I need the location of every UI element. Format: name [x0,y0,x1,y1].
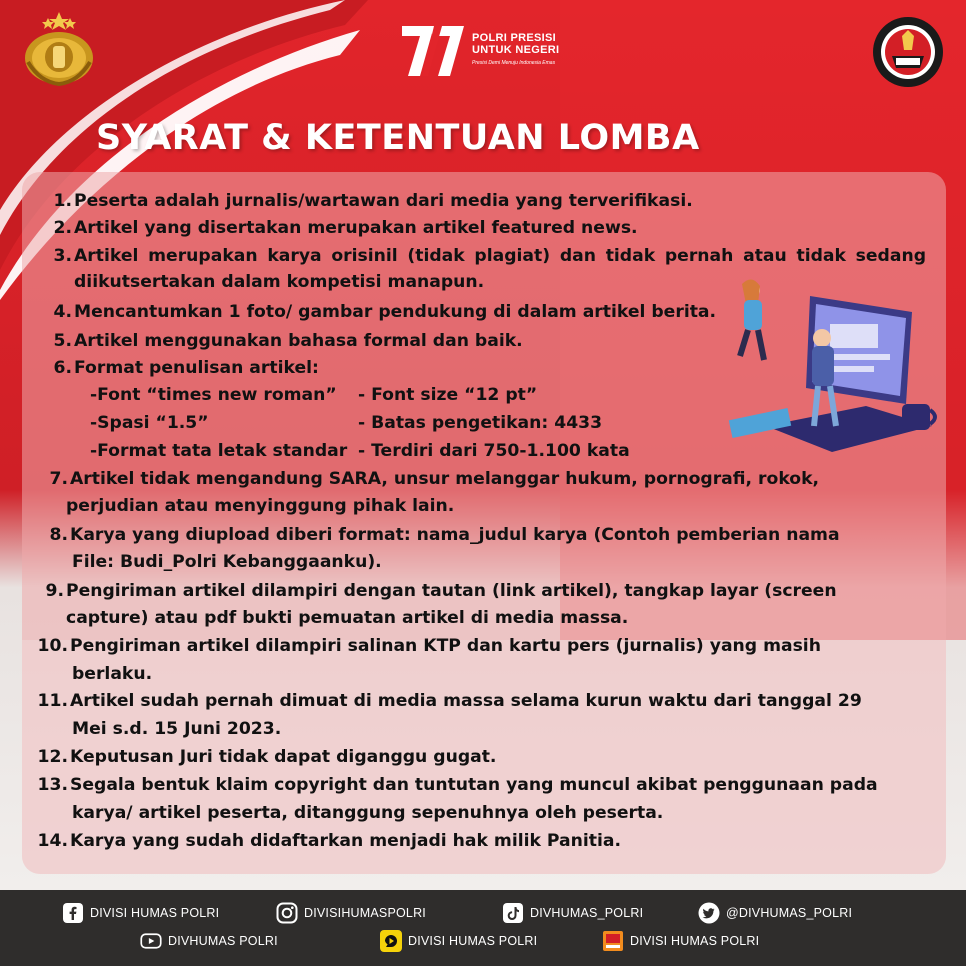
instagram-link[interactable]: DIVISIHUMASPOLRI [276,902,426,924]
logo-line-2: UNTUK NEGERI [472,44,560,56]
youtube-link[interactable]: DIVHUMAS POLRI [140,930,278,952]
list-item: 9. Pengiriman artikel dilampiri dengan tautan (link artikel), tangkap layar (screen [45,581,837,601]
list-item: 4. Mencantumkan 1 foto/ gambar pendukung di dalam artikel berita. [53,302,717,322]
list-item: 2. Artikel yang disertakan merupakan artikel featured news. [53,218,638,238]
youtube-icon [140,930,162,952]
list-item: 10. Pengiriman artikel dilampiri salinan KTP dan kartu pers (jurnalis) yang masih [37,636,821,656]
snackvideo-icon [380,930,402,952]
twitter-icon [698,902,720,924]
tiktok-icon [502,902,524,924]
tiktok-link[interactable]: DIVHUMAS_POLRI [502,902,643,924]
format-right-1: - Font size “12 pt” [358,385,538,405]
list-item: 7. Artikel tidak mengandung SARA, unsur melanggar hukum, pornografi, rokok, [49,469,820,489]
format-left-1: -Font “times new roman” [90,385,337,405]
list-item-continuation: diikutsertakan dalam kompetisi manapun. [74,272,485,292]
list-item-continuation: berlaku. [72,664,153,684]
website-link[interactable]: DIVISI HUMAS POLRI [602,930,759,952]
format-right-3: - Terdiri dari 750-1.100 kata [358,441,630,461]
list-item: 1. Peserta adalah jurnalis/wartawan dari media yang terverifikasi. [53,191,693,211]
list-item-continuation: capture) atau pdf bukti pemuatan artikel di media massa. [66,608,629,628]
instagram-icon [276,902,298,924]
list-item: 8. Karya yang diupload diberi format: nama_judul karya (Contoh pemberian nama [49,525,840,545]
format-left-3: -Format tata letak standar [90,441,348,461]
format-left-2: -Spasi “1.5” [90,413,209,433]
list-item-continuation: Mei s.d. 15 Juni 2023. [72,719,282,739]
list-item: 12. Keputusan Juri tidak dapat diganggu gugat. [37,747,497,767]
page-title: SYARAT & KETENTUAN LOMBA [96,118,700,158]
list-item: 13. Segala bentuk klaim copyright dan tuntutan yang muncul akibat penggunaan pada [37,775,878,795]
list-item-continuation: perjudian atau menyinggung pihak lain. [66,496,455,516]
list-item: 3. Artikel merupakan karya orisinil (tidak plagiat) dan tidak pernah atau tidak sedang [53,246,926,266]
logo-tagline: Presisi Demi Menuju Indonesia Emas [472,60,556,66]
list-item-continuation: karya/ artikel peserta, ditanggung sepenuhnya oleh peserta. [72,803,664,823]
list-item: 6. Format penulisan artikel: [53,358,319,378]
snackvideo-link[interactable]: DIVISI HUMAS POLRI [380,930,537,952]
logo-line-1: POLRI PRESISI [472,32,556,44]
list-item: 11. Artikel sudah pernah dimuat di media massa selama kurun waktu dari tanggal 29 [37,691,862,711]
facebook-link[interactable]: DIVISI HUMAS POLRI [62,902,219,924]
website-logo-icon [602,930,624,952]
twitter-link[interactable]: @DIVHUMAS_POLRI [698,902,852,924]
list-item-continuation: File: Budi_Polri Kebanggaanku). [72,552,382,572]
facebook-icon [62,902,84,924]
footer-social-bar [0,890,966,966]
format-right-2: - Batas pengetikan: 4433 [358,413,603,433]
list-item: 14. Karya yang sudah didaftarkan menjadi hak milik Panitia. [37,831,622,851]
list-item: 5. Artikel menggunakan bahasa formal dan baik. [53,331,523,351]
